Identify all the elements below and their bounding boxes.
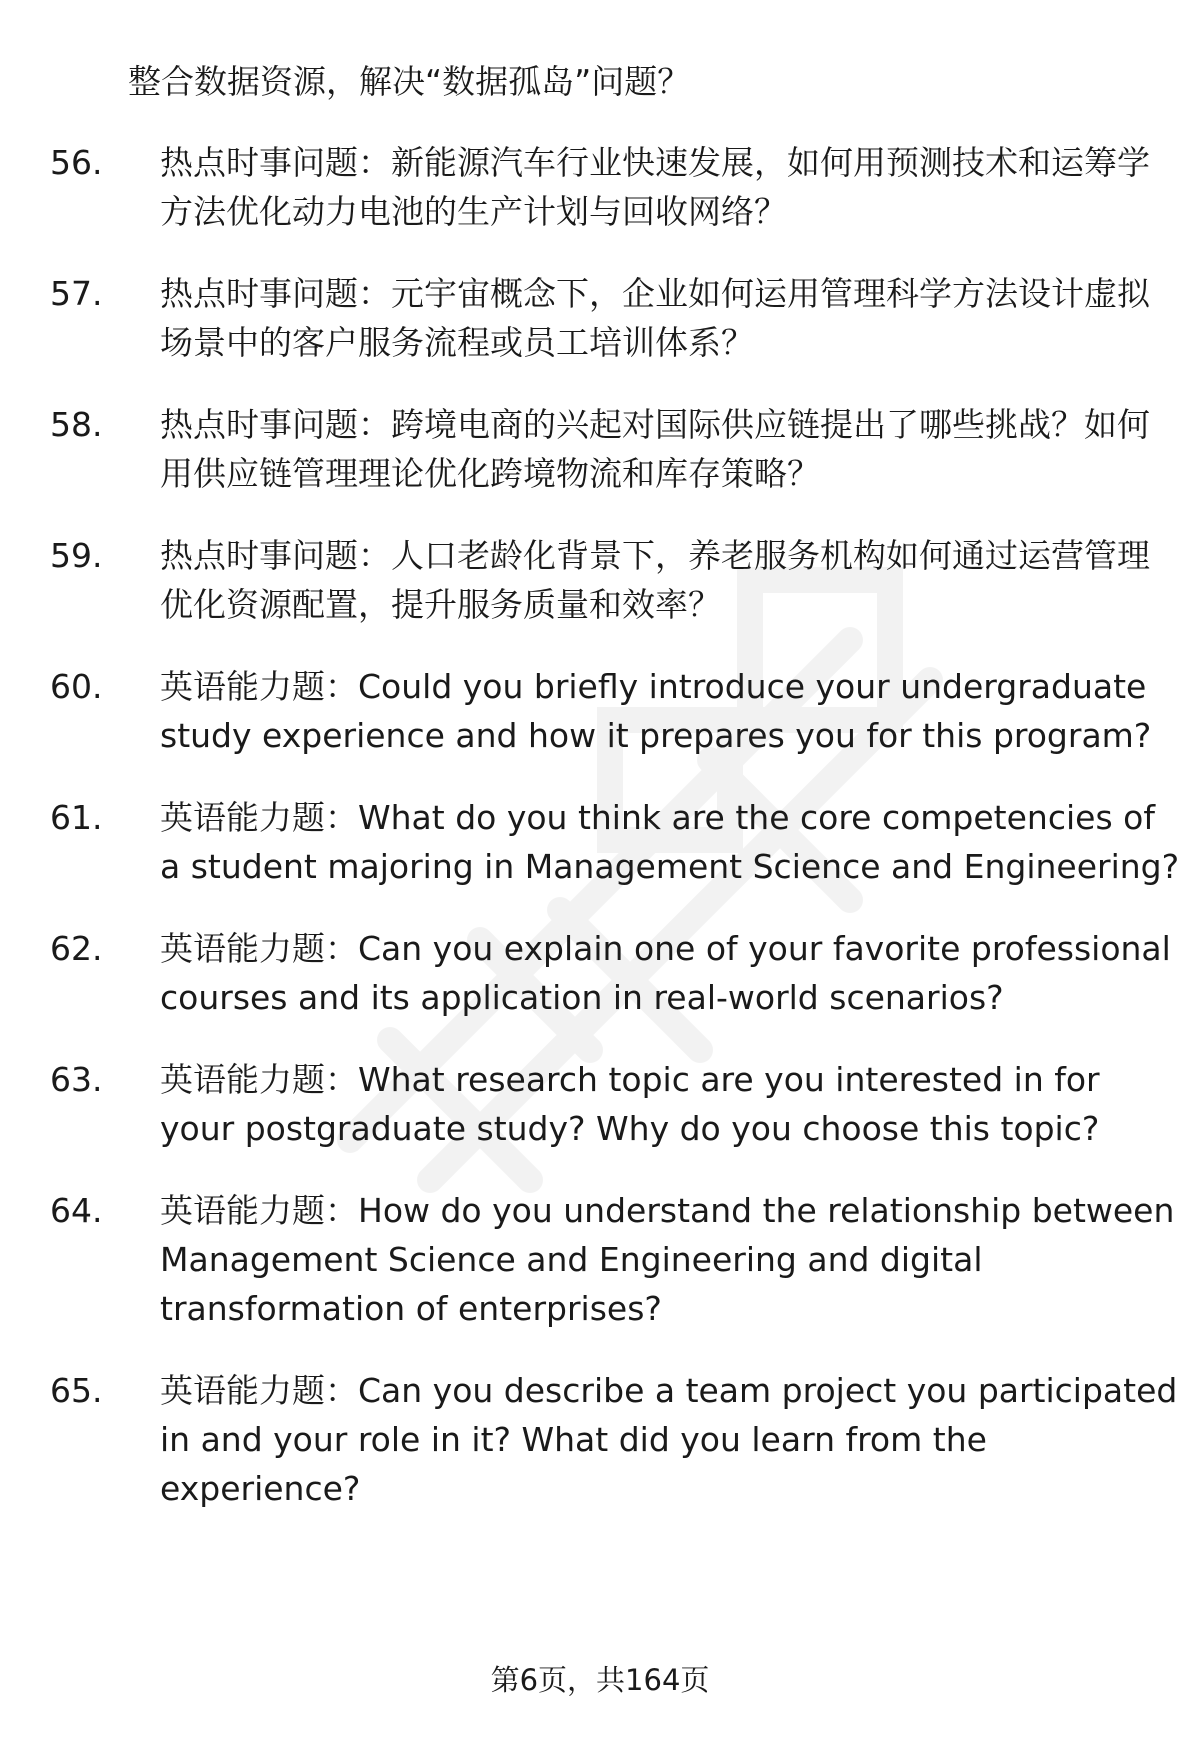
continuation-text: 整合数据资源，解决“数据孤岛”问题？ [128,62,691,101]
question-text: 英语能力题：What research topic are you interested in for your postgraduate study? Why do you choose this topic? [160,1060,1100,1148]
question-number: 63. [50,1060,103,1099]
question-item [0,1055,1200,1153]
question-list [0,138,1200,1546]
question-text: 英语能力题：Could you briefly introduce your undergraduate study experience and how it prepares you for this program? [160,667,1152,755]
question-number: 56. [50,143,103,182]
question-number: 58. [50,405,103,444]
question-number: 59. [50,536,103,575]
question-text: 英语能力题：Can you describe a team project you participated in and your role in it? What did you learn from the experience? [160,1371,1178,1508]
question-text: 热点时事问题：元宇宙概念下，企业如何运用管理科学方法设计虚拟场景中的客户服务流程或员工培训体系？ [160,274,1150,362]
question-item [0,138,1200,236]
question-item [0,793,1200,891]
question-number: 64. [50,1191,103,1230]
question-number: 60. [50,667,103,706]
question-text: 英语能力题：Can you explain one of your favorite professional courses and its application in real-world scenarios? [160,929,1171,1017]
question-item [0,1186,1200,1333]
question-number: 57. [50,274,103,313]
question-item [0,531,1200,629]
question-text: 热点时事问题：人口老龄化背景下，养老服务机构如何通过运营管理优化资源配置，提升服务质量和效率？ [160,536,1150,624]
question-text: 英语能力题：How do you understand the relationship between Management Science and Engineering and digital transformation of enterprises? [160,1191,1175,1328]
question-number: 61. [50,798,103,837]
question-text: 热点时事问题：新能源汽车行业快速发展，如何用预测技术和运筹学方法优化动力电池的生产计划与回收网络？ [160,143,1150,231]
question-item [0,924,1200,1022]
question-text: 英语能力题：What do you think are the core competencies of a student majoring in Management Science and Engineering? [160,798,1180,886]
question-text: 热点时事问题：跨境电商的兴起对国际供应链提出了哪些挑战？如何用供应链管理理论优化跨境物流和库存策略？ [160,405,1150,493]
question-item [0,662,1200,760]
question-number: 62. [50,929,103,968]
question-item [0,400,1200,498]
question-number: 65. [50,1371,103,1410]
page-footer: 第6页，共164页 [490,1663,710,1697]
question-item [0,269,1200,367]
question-item [0,1366,1200,1513]
